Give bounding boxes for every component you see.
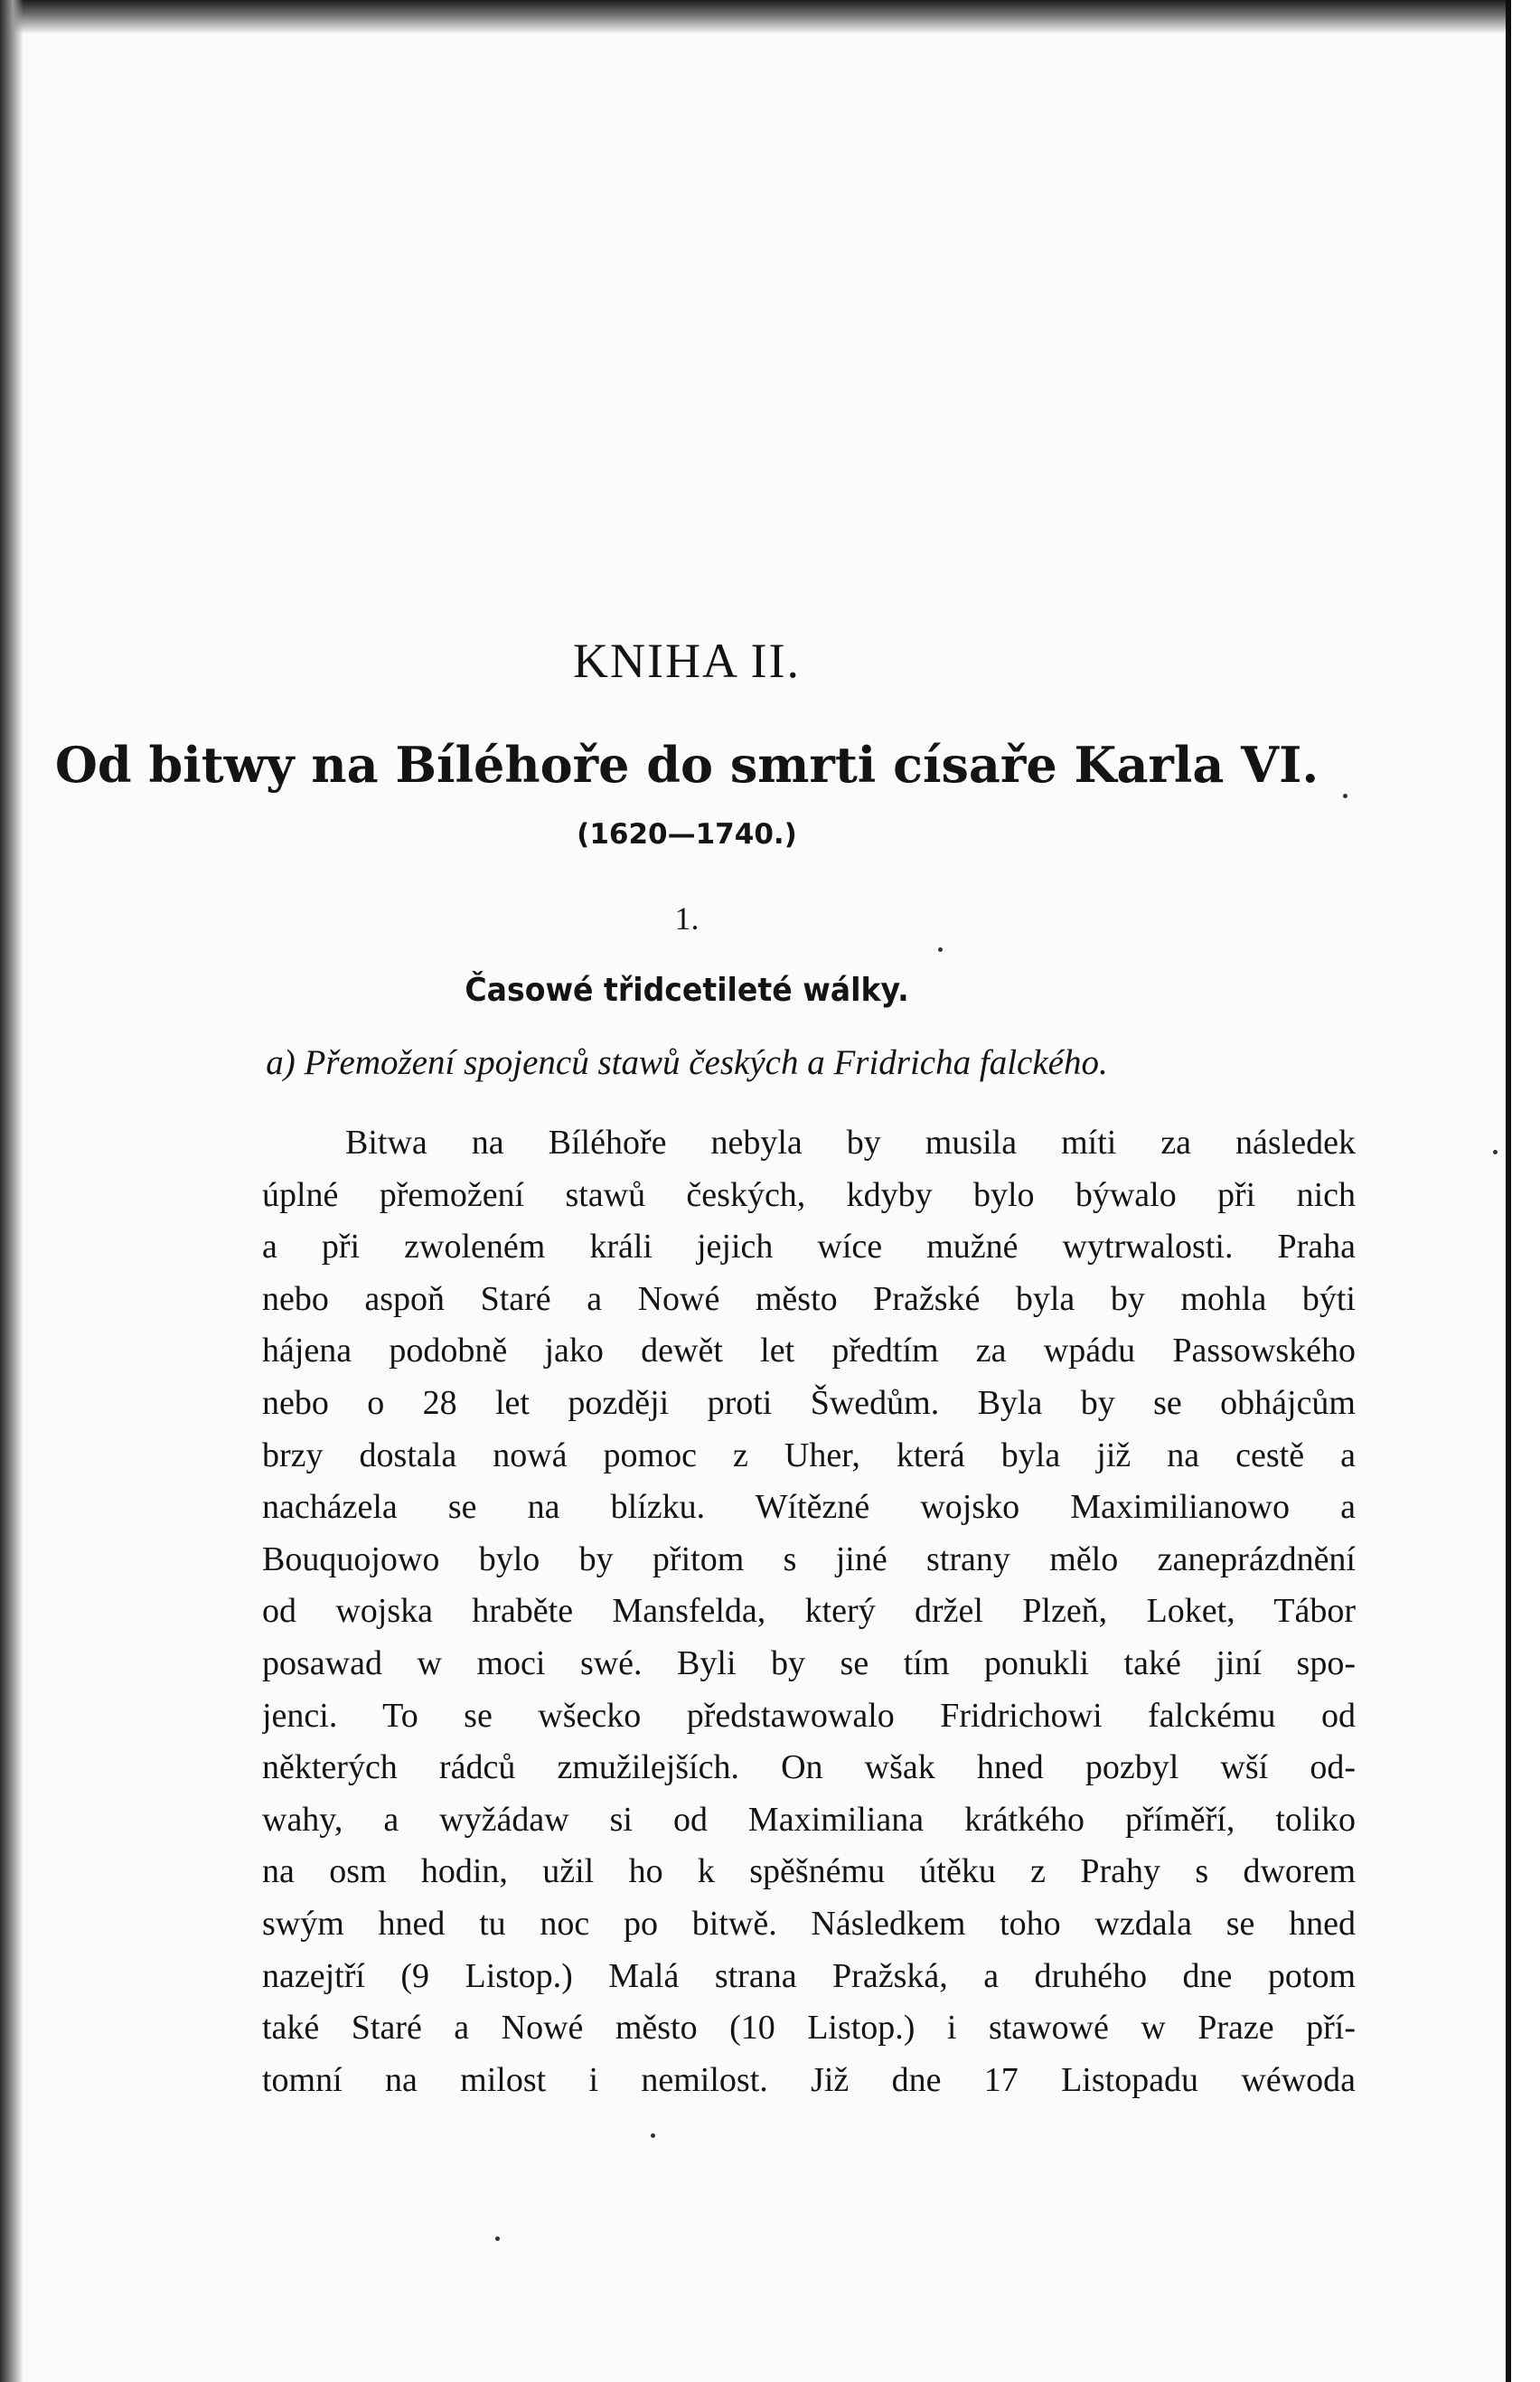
text-line: úplné přemožení stawů českých, kdyby bylo býwalo při nich — [262, 1175, 1356, 1214]
scan-speck — [1343, 794, 1348, 798]
scan-top-edge — [0, 0, 1511, 34]
subsection-title: a) Přemožení spojenců stawů českých a Fridricha falckého. — [266, 1043, 1108, 1082]
text-line: nazejtří (9 Listop.) Malá strana Pražská, a druhého dne potom — [262, 1956, 1356, 1995]
scan-speck — [938, 947, 943, 952]
scan-left-edge — [0, 0, 23, 2382]
section-number: 1. — [674, 900, 700, 937]
text-line: wahy, a wyžádaw si od Maximiliana krátkého příměří, toliko — [262, 1800, 1356, 1839]
text-line: nebo o 28 let později proti Šwedům. Byla by se obhájcům — [262, 1383, 1356, 1422]
scan-speck — [651, 2133, 655, 2138]
date-range: (1620—1740.) — [577, 818, 797, 851]
text-line: hájena podobně jako dewět let předtím za wpádu Passowského — [262, 1332, 1356, 1370]
text-line: na osm hodin, užil ho k spěšnému útěku z Prahy s dworem — [262, 1852, 1356, 1891]
section-title: Časowé třidcetileté wálky. — [465, 972, 909, 1009]
page-title: Od bitwy na Bíléhoře do smrti císaře Karla VI. — [54, 736, 1319, 794]
text-line: také Staré a Nowé město (10 Listop.) i stawowé w Praze pří- — [262, 2009, 1356, 2048]
scan-speck — [495, 2236, 500, 2241]
text-line: jenci. To se wšecko předstawowalo Fridrichowi falckému od — [262, 1696, 1356, 1735]
text-line: nacházela se na blízku. Wítězné wojsko Maximilianowo a — [262, 1488, 1356, 1527]
text-line: swým hned tu noc po bitwě. Následkem toho wzdala se hned — [262, 1904, 1356, 1943]
text-line: některých rádců zmužilejších. On wšak hned pozbyl wší od- — [262, 1748, 1356, 1787]
scan-speck — [1493, 1150, 1498, 1154]
text-line: Bitwa na Bíléhoře nebyla by musila míti za následek — [345, 1124, 1356, 1162]
body-paragraph — [262, 1117, 1356, 2106]
scan-right-margin — [1511, 0, 1540, 2382]
text-line: brzy dostala nowá pomoc z Uher, která byla již na cestě a — [262, 1436, 1356, 1474]
book-heading: KNIHA II. — [573, 634, 801, 688]
text-line: tomní na milost i nemilost. Již dne 17 Listopadu wéwoda — [262, 2060, 1356, 2099]
text-line: od wojska hraběte Mansfelda, který držel Plzeň, Loket, Tábor — [262, 1592, 1356, 1631]
text-line: Bouquojowo bylo by přitom s jiné strany mělo zaneprázdnění — [262, 1539, 1356, 1578]
text-line: nebo aspoň Staré a Nowé město Pražské byla by mohla býti — [262, 1279, 1356, 1318]
text-line: posawad w moci swé. Byli by se tím ponukli také jiní spo- — [262, 1643, 1356, 1682]
text-line: a při zwoleném králi jejich wíce mužné wytrwalosti. Praha — [262, 1228, 1356, 1266]
